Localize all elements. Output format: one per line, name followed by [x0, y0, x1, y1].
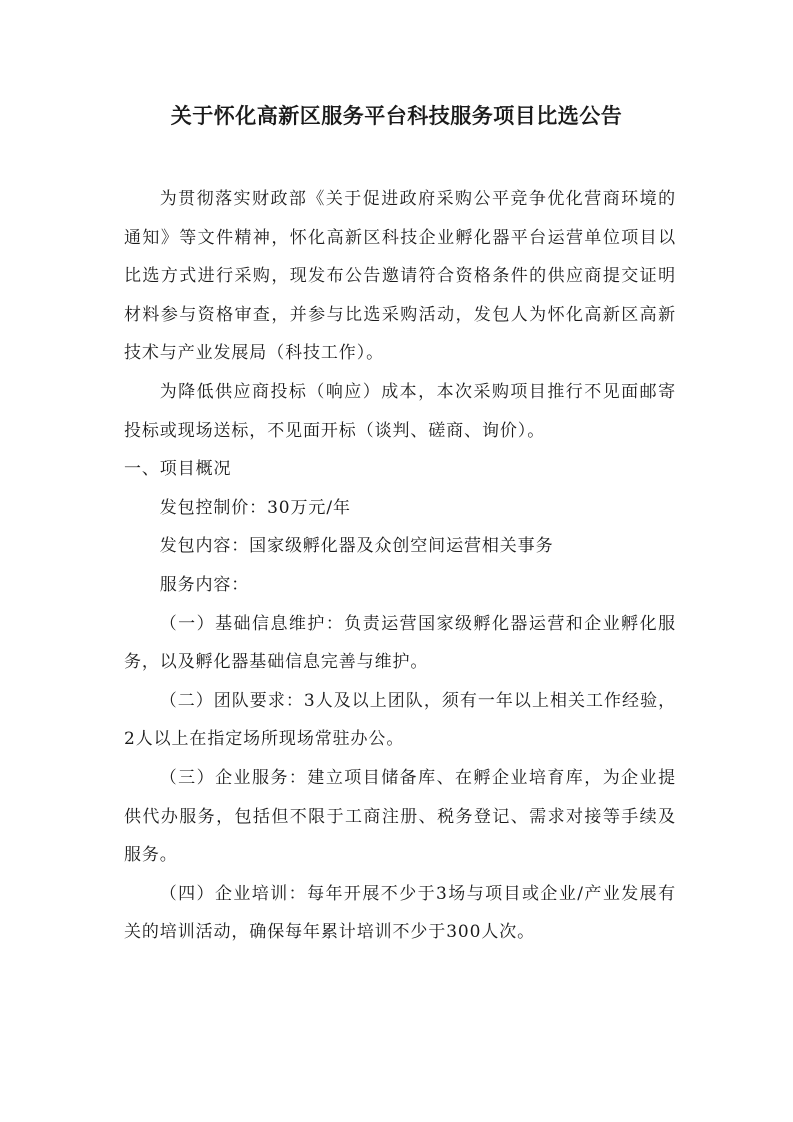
service-content-label: 服务内容： — [159, 574, 250, 595]
intro-paragraph-1: 为贯彻落实财政部《关于促进政府采购公平竞争优化营商环境的通知》等文件精神，怀化高新区科技企业孵化器平台运营单位项目以比选方式进行采购，现发布公告邀请符合资格条件的供应商提交证明材料参与资格审查，并参与比选采购活动，发包人为怀化高新区高新技术与产业发展局（科技工作）。 — [124, 189, 676, 364]
service-item-3: （三）企业服务：建立项目储备库、在孵企业培育库，为企业提供代办服务，包括但不限于工商注册、税务登记、需求对接等手续及服务。 — [124, 767, 676, 866]
service-item-1: （一）基础信息维护：负责运营国家级孵化器运营和企业孵化服务，以及孵化器基础信息完善与维护。 — [124, 613, 676, 673]
control-price-line: 发包控制价：30万元/年 — [159, 497, 351, 518]
document-body — [124, 180, 676, 952]
page-title: 关于怀化高新区服务平台科技服务项目比选公告 — [170, 104, 623, 128]
service-item-4: （四）企业培训：每年开展不少于3场与项目或企业/产业发展有关的培训活动，确保每年累计培训不少于300人次。 — [124, 883, 676, 943]
intro-paragraph-2: 为降低供应商投标（响应）成本，本次采购项目推行不见面邮寄投标或现场送标，不见面开标（谈判、磋商、询价）。 — [124, 381, 676, 441]
service-item-2: （二）团队要求：3人及以上团队，须有一年以上相关工作经验，2人以上在指定场所现场常驻办公。 — [124, 690, 676, 750]
section-heading-project-overview: 一、项目概况 — [124, 459, 232, 480]
contract-content-line: 发包内容：国家级孵化器及众创空间运营相关事务 — [159, 536, 554, 557]
